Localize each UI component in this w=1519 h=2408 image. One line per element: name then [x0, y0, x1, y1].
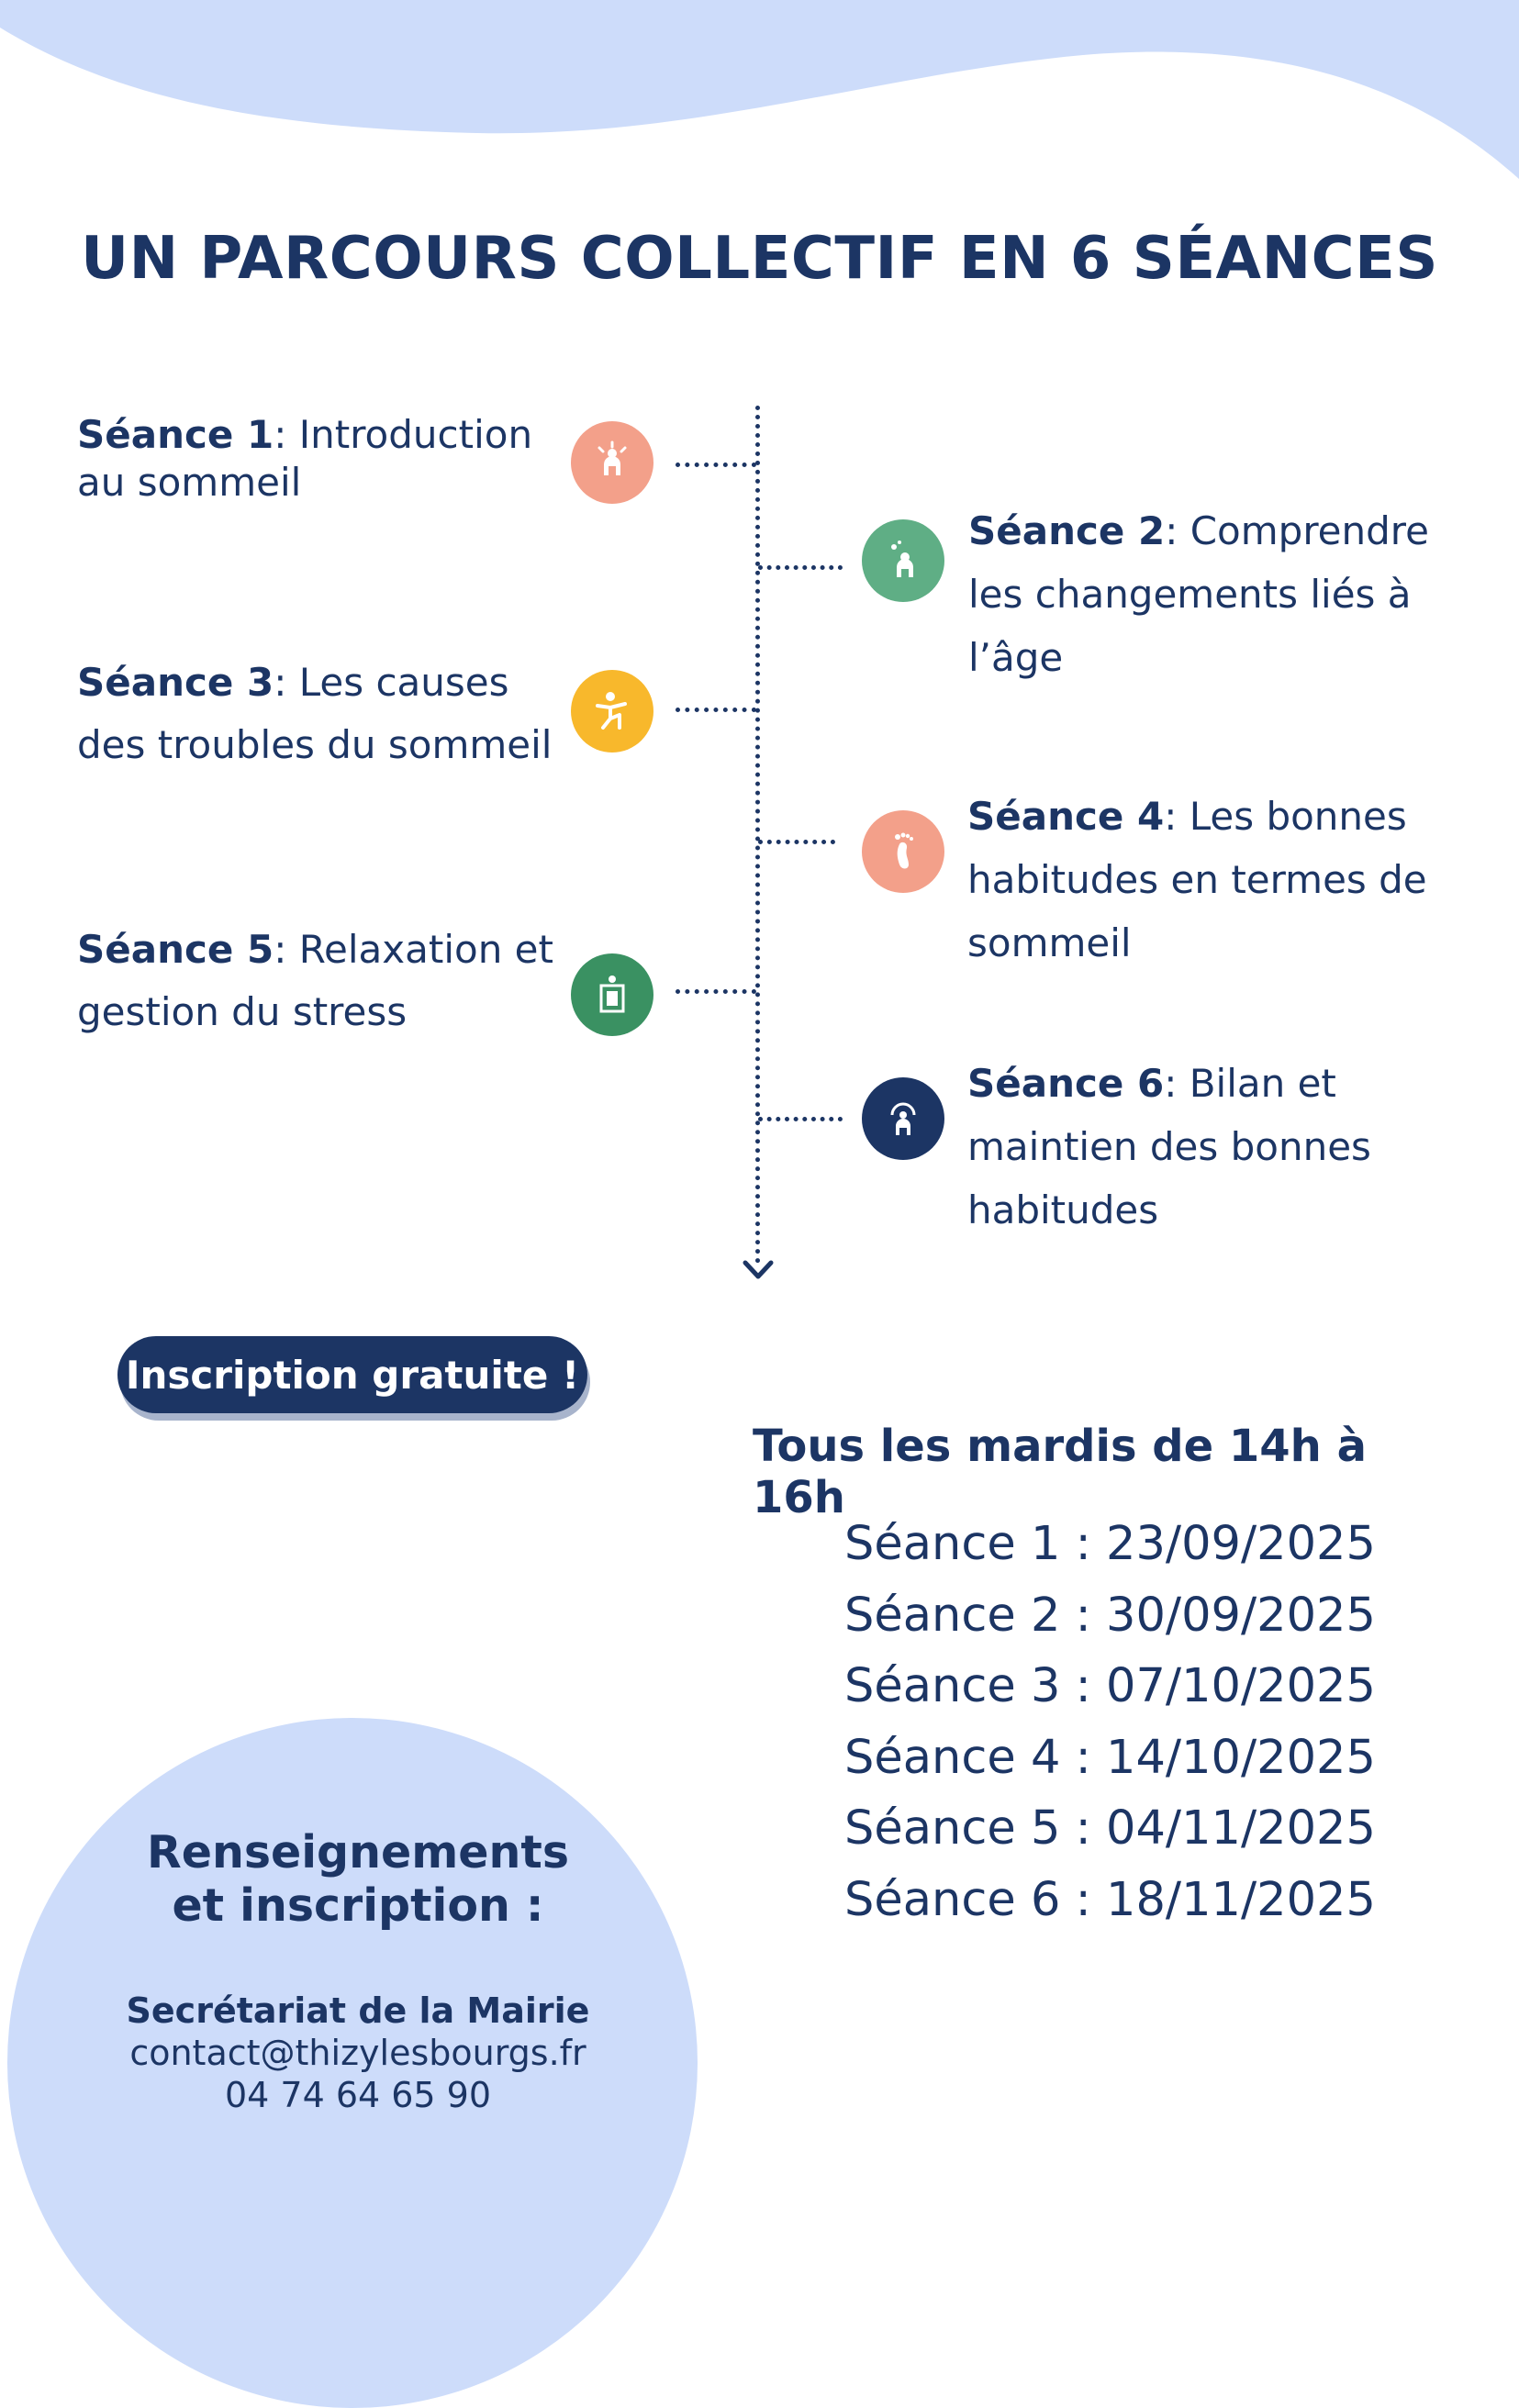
contact-phone[interactable]: 04 74 64 65 90	[224, 2075, 492, 2115]
timeline-line	[755, 406, 760, 1264]
session-5-label: Séance 5	[77, 927, 274, 972]
person-arch-icon	[862, 1077, 944, 1160]
contact-email[interactable]: contact@thizylesbourgs.fr	[129, 2033, 586, 2073]
connector-1	[676, 463, 756, 467]
schedule-date: Séance 5 : 04/11/2025	[844, 1801, 1376, 1856]
person-thinking-icon	[862, 519, 944, 602]
session-5-text	[77, 919, 573, 1043]
session-3-description: : Les causes des troubles du sommeil	[77, 660, 553, 767]
schedule-date: Séance 2 : 30/09/2025	[844, 1588, 1376, 1643]
connector-3	[676, 708, 756, 712]
schedule-date: Séance 1 : 23/09/2025	[844, 1517, 1376, 1571]
session-6-label: Séance 6	[967, 1061, 1165, 1106]
session-1-description: : Introduction au sommeil	[77, 412, 533, 505]
session-4-label: Séance 4	[967, 794, 1165, 839]
session-3-label: Séance 3	[77, 660, 274, 705]
schedule-dates-list	[844, 1509, 1376, 1935]
session-4-text	[967, 785, 1463, 975]
schedule-title: Tous les mardis de 14h à 16h	[753, 1421, 1367, 1523]
schedule-date: Séance 3 : 07/10/2025	[844, 1659, 1376, 1713]
contact-block	[55, 1826, 661, 2116]
person-stretching-icon	[571, 670, 653, 752]
session-1-label: Séance 1	[77, 412, 274, 457]
timeline-arrow-icon	[743, 1259, 774, 1281]
session-4-description: : Les bonnes habitudes en termes de sommeil	[967, 794, 1427, 965]
contact-heading-line-1: Renseignements	[147, 1826, 569, 1878]
session-2-text	[968, 499, 1464, 689]
contact-heading-line-2: et inscription :	[172, 1879, 544, 1932]
session-2-label: Séance 2	[968, 508, 1166, 553]
footprint-icon	[862, 810, 944, 893]
contact-organization: Secrétariat de la Mairie	[126, 1990, 590, 2031]
meditation-frame-icon	[571, 953, 653, 1036]
session-5-description: : Relaxation et gestion du stress	[77, 927, 553, 1034]
session-6-text	[967, 1052, 1399, 1242]
person-alert-icon	[571, 421, 653, 504]
free-registration-button[interactable]: Inscription gratuite !	[117, 1336, 587, 1413]
connector-4	[758, 840, 835, 844]
session-6-description: : Bilan et maintien des bonnes habitudes	[967, 1061, 1371, 1232]
session-3-text	[77, 652, 573, 776]
schedule-date: Séance 6 : 18/11/2025	[844, 1872, 1376, 1927]
schedule-date: Séance 4 : 14/10/2025	[844, 1730, 1376, 1785]
connector-6	[758, 1117, 843, 1121]
page-title: UN PARCOURS COLLECTIF EN 6 SÉANCES	[81, 225, 1438, 293]
session-2-description: : Comprendre les changements liés à l’âge	[968, 508, 1429, 680]
connector-5	[676, 989, 756, 994]
top-wave-decoration	[0, 0, 1519, 239]
connector-2	[758, 565, 843, 570]
session-1-text	[77, 411, 554, 507]
